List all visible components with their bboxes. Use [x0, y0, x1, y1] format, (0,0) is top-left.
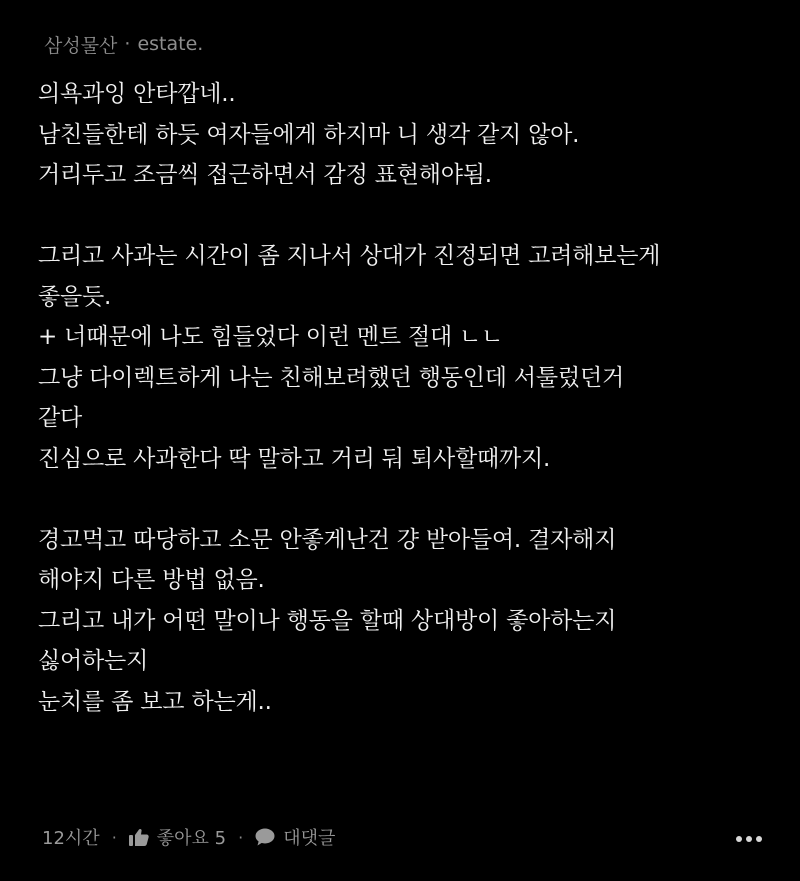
- comment-blank-line: [38, 196, 778, 237]
- comment-line: 싫어하는지: [38, 648, 149, 674]
- comment-line: 남친들한테 하듯 여자들에게 하지마 니 생각 같지 않아.: [38, 121, 580, 148]
- comment-line: 진심으로 사과한다 딱 말하고 거리 둬 퇴사할때까지.: [38, 445, 551, 472]
- like-button[interactable]: [129, 824, 226, 850]
- comment-line: 그리고 사과는 시간이 좀 지나서 상대가 진정되면 고려해보는게: [38, 243, 661, 269]
- footer-separator: ·: [238, 827, 244, 847]
- reply-label: 대댓글: [283, 828, 336, 849]
- comment-line: 의욕과잉 안타깝네..: [38, 81, 236, 107]
- like-label: 좋아요 5: [156, 828, 227, 849]
- thumbs-up-icon: [129, 828, 149, 846]
- more-dot: [736, 836, 742, 842]
- comment-header: [44, 30, 203, 58]
- speech-bubble-icon: [255, 828, 275, 846]
- comment-blank-line: [38, 479, 778, 520]
- comment-line: 경고먹고 따당하고 소문 안좋게난건 걍 받아들여. 결자해지: [38, 526, 617, 553]
- comment-line: 해야지 다른 방법 없음.: [38, 567, 265, 593]
- author-handle[interactable]: estate.: [137, 33, 204, 55]
- footer-separator: ·: [111, 827, 117, 847]
- author-name[interactable]: 삼성물산: [44, 34, 118, 57]
- header-separator: ·: [124, 33, 131, 55]
- comment-line: 거리두고 조금씩 접근하면서 감정 표현해야됨.: [38, 162, 492, 188]
- comment-timestamp: 12시간: [42, 828, 100, 849]
- comment-line: 그리고 내가 어떤 말이나 행동을 할때 상대방이 좋아하는지: [38, 607, 617, 634]
- comment-line: 그냥 다이렉트하게 나는 친해보려했던 행동인데 서툴렀던거: [38, 364, 625, 391]
- comment-line: 같다: [38, 405, 83, 431]
- comment-line: 좋을듯.: [38, 283, 112, 310]
- comment-line: + 너때문에 나도 힘들었다 이런 멘트 절대 ㄴㄴ: [38, 324, 504, 350]
- comment-footer: [42, 822, 772, 852]
- more-dot: [746, 836, 752, 842]
- more-dots-icon[interactable]: [736, 836, 762, 842]
- comment-body: [38, 74, 778, 722]
- reply-button[interactable]: [255, 824, 335, 850]
- more-dot: [756, 836, 762, 842]
- comment-line: 눈치를 좀 보고 하는게..: [38, 688, 272, 715]
